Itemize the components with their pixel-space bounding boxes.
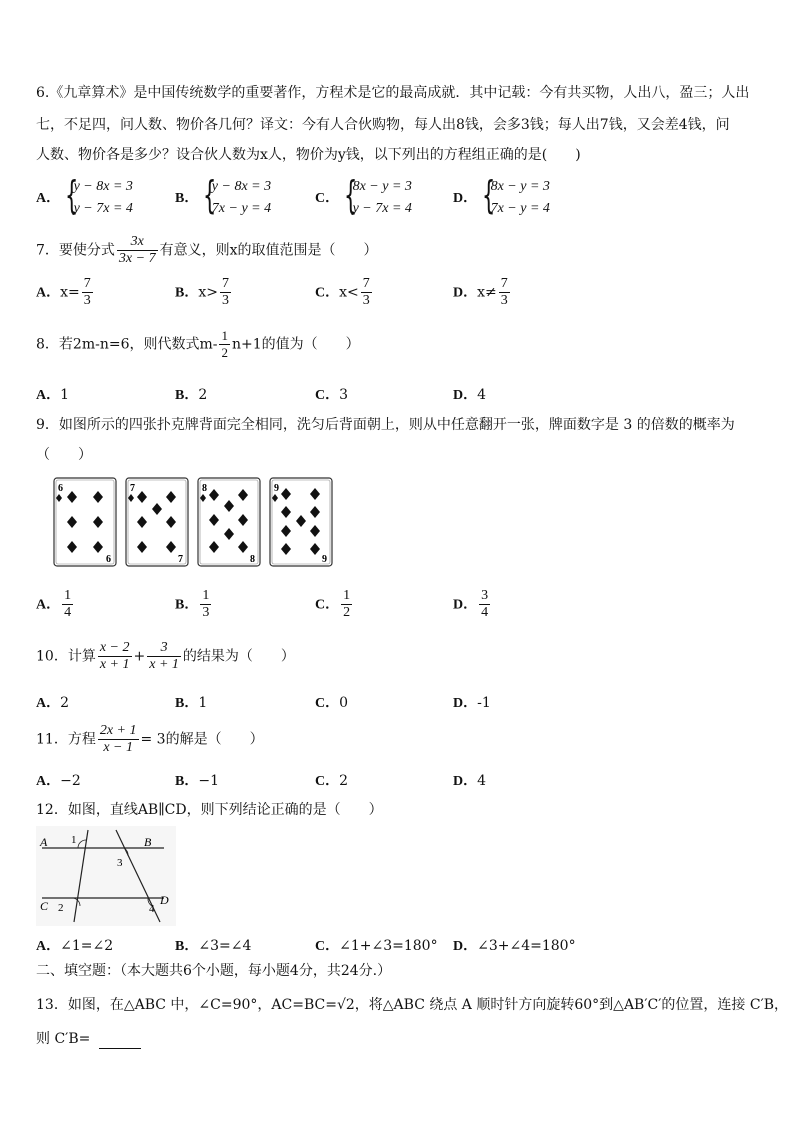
sqrt-two: √2 — [336, 997, 355, 1013]
angle-3-label: 3 — [117, 857, 123, 869]
q9-option-a[interactable] — [36, 588, 75, 621]
card-corner-label: 6 — [106, 554, 111, 565]
q12-option-c[interactable] — [315, 935, 438, 955]
option-text: ∠3=∠4 — [198, 938, 252, 954]
q8-option-c[interactable] — [315, 384, 348, 404]
equation: y − 8x = 3 — [211, 179, 272, 194]
numerator: 1 — [64, 588, 72, 603]
q12-option-a[interactable] — [36, 935, 113, 955]
q10-stem — [36, 640, 295, 673]
option-label: A． — [36, 774, 61, 789]
q8-option-b[interactable] — [175, 384, 207, 404]
option-label: A． — [36, 696, 61, 711]
q7-option-d[interactable] — [453, 276, 512, 309]
q9-line1: 9．如图所示的四张扑克牌背面完全相同，洗匀后背面朝上，则从中任意翻开一张，牌面数字是 3 的倍数的概率为 — [36, 417, 735, 433]
q9-line2: （ ） — [36, 447, 92, 463]
q8-stem — [36, 328, 360, 361]
card-7 — [126, 478, 188, 566]
option-text: 2 — [60, 695, 70, 711]
equation: y − 7x = 4 — [73, 201, 133, 216]
card-corner-label: 7 — [178, 554, 183, 565]
equation-system: { y − 8x = 3 7x − y = 4 — [203, 176, 271, 220]
equation: y − 8x = 3 — [73, 179, 133, 194]
q8-fraction — [219, 328, 230, 361]
option-label: D． — [453, 191, 478, 206]
q10-option-a[interactable] — [36, 692, 69, 712]
denominator: 3 — [221, 293, 229, 308]
q11-option-b[interactable] — [175, 770, 219, 790]
option-text: 2 — [339, 773, 349, 789]
option-text: x= — [60, 284, 80, 301]
card-6 — [54, 478, 116, 566]
numerator: 3 — [160, 640, 168, 655]
card-corner-label: 9 — [274, 483, 279, 494]
option-text: ∠1=∠2 — [60, 938, 114, 954]
q11-prefix: 11．方程 — [36, 731, 96, 748]
numerator: 7 — [362, 276, 370, 291]
denominator: 3 — [362, 293, 370, 308]
equals-three: = 3 — [140, 731, 166, 748]
answer-blank[interactable] — [99, 1034, 141, 1049]
option-fraction — [82, 276, 93, 309]
numerator: 1 — [202, 588, 210, 603]
option-text: 1 — [60, 387, 70, 403]
option-label: B． — [175, 939, 199, 954]
q7-stem — [36, 234, 378, 267]
option-text: x≠ — [477, 284, 497, 301]
option-text: ∠1+∠3=180° — [339, 938, 438, 954]
denominator: x − 1 — [98, 739, 139, 756]
numerator: 3 — [481, 588, 489, 603]
option-label: D． — [453, 774, 478, 789]
playing-cards-figure — [50, 474, 350, 578]
numerator: 7 — [83, 276, 91, 291]
option-label: B． — [175, 388, 199, 403]
option-text: 1 — [198, 695, 208, 711]
equation-system: { 8x − y = 3 y − 7x = 4 — [344, 176, 412, 220]
option-fraction — [220, 276, 231, 309]
denominator: 2 — [221, 345, 228, 360]
option-label: C． — [315, 388, 340, 403]
q9-option-b[interactable] — [175, 588, 213, 621]
angle-2-label: 2 — [58, 902, 64, 914]
numerator: 3x — [130, 234, 144, 249]
q8-suffix: n+1的值为（ ） — [231, 336, 360, 353]
plus-sign: + — [133, 648, 146, 665]
option-text: 4 — [477, 773, 487, 789]
q10-fraction-2 — [147, 640, 181, 673]
denominator: 3 — [83, 293, 91, 308]
q6-option-c[interactable] — [315, 173, 412, 220]
option-label: A． — [36, 939, 61, 954]
card-9 — [270, 478, 332, 566]
option-label: C． — [315, 285, 340, 301]
numerator: 1 — [221, 328, 228, 343]
denominator: x + 1 — [149, 657, 179, 672]
q7-fraction — [117, 234, 158, 267]
option-label: C． — [315, 191, 340, 206]
option-text: x< — [339, 284, 359, 301]
option-label: A． — [36, 388, 61, 403]
q10-option-d[interactable] — [453, 692, 491, 712]
option-text: ∠3+∠4=180° — [477, 938, 576, 954]
q7-suffix: 有意义，则x的取值范围是（ ） — [159, 242, 378, 259]
q13-line1 — [36, 995, 788, 1015]
q7-option-a[interactable] — [36, 276, 95, 309]
label-b: B — [144, 835, 152, 849]
angle-1-label: 1 — [71, 834, 77, 846]
equation: y − 7x = 4 — [352, 201, 412, 216]
option-text: −1 — [198, 773, 219, 789]
option-label: D． — [453, 939, 478, 954]
option-text: x> — [198, 284, 218, 301]
q12-option-b[interactable] — [175, 935, 251, 955]
q12-option-d[interactable] — [453, 935, 576, 955]
option-label: B． — [175, 696, 199, 711]
label-d: D — [160, 893, 169, 907]
card-corner-label: 9 — [322, 554, 327, 565]
q9-option-c[interactable] — [315, 588, 354, 621]
q8-option-d[interactable] — [453, 384, 486, 404]
q11-suffix: 的解是（ ） — [165, 731, 264, 748]
q7-option-b[interactable] — [175, 276, 233, 309]
option-label: B． — [175, 597, 199, 613]
option-fraction — [499, 276, 510, 309]
label-c: C — [40, 899, 49, 913]
option-label: B． — [175, 774, 199, 789]
option-text: −2 — [60, 773, 81, 789]
option-text: 3 — [339, 387, 349, 403]
option-label: B． — [175, 191, 199, 206]
equation: 8x − y = 3 — [490, 179, 550, 194]
option-label: D． — [453, 696, 478, 711]
denominator: x + 1 — [99, 657, 130, 672]
card-corner-label: 8 — [202, 483, 207, 494]
q6-line2: 七，不足四，问人数、物价各几何？译文：今有人合伙购物，每人出8钱，会多3钱；每人出7钱，又会差4钱，问 — [36, 117, 730, 133]
q7-prefix: 7．要使分式 — [36, 242, 115, 259]
option-fraction — [200, 588, 211, 621]
parallel-lines-figure — [36, 826, 176, 926]
option-label: C． — [315, 774, 340, 789]
option-fraction — [479, 588, 490, 621]
card-corner-label: 8 — [250, 554, 255, 565]
q10-prefix: 10．计算 — [36, 648, 96, 665]
option-label: C． — [315, 597, 340, 613]
denominator: 4 — [481, 605, 489, 620]
numerator: 2x + 1 — [99, 723, 137, 738]
q13-answer-prompt: 则 C′B= — [36, 1031, 95, 1047]
q6-option-b[interactable] — [175, 173, 272, 220]
q11-option-a[interactable] — [36, 770, 81, 790]
q10-option-c[interactable] — [315, 692, 348, 712]
denominator: 3x − 7 — [118, 251, 156, 266]
option-text: 4 — [477, 387, 487, 403]
q11-stem — [36, 723, 264, 756]
numerator: 1 — [343, 588, 351, 603]
q7-option-c[interactable] — [315, 276, 374, 309]
equation: 7x − y = 4 — [211, 201, 272, 216]
denominator: 3 — [202, 605, 210, 620]
card-8 — [198, 478, 260, 566]
option-text: 2 — [198, 387, 208, 403]
option-fraction — [361, 276, 372, 309]
numerator: x − 2 — [99, 640, 130, 655]
q8-option-a[interactable] — [36, 384, 69, 404]
q8-prefix: 8．若2m-n=6，则代数式m- — [36, 336, 218, 353]
option-label: A． — [36, 285, 61, 301]
option-label: B． — [175, 285, 199, 301]
option-label: C． — [315, 696, 340, 711]
section-heading-fill-in: 二、填空题：（本大题共6个小题，每小题4分，共24分.） — [36, 963, 392, 979]
q13-line2 — [36, 1029, 141, 1049]
q11-fraction — [98, 723, 139, 756]
option-text: -1 — [477, 695, 491, 711]
q6-option-a[interactable] — [36, 173, 133, 220]
card-corner-label: 7 — [130, 483, 135, 494]
q10-suffix: 的结果为（ ） — [182, 648, 295, 665]
q13-text-a: 13．如图，在△ABC 中，∠C=90°，AC=BC= — [36, 997, 337, 1013]
equation: 7x − y = 4 — [490, 201, 550, 216]
option-label: D． — [453, 597, 478, 613]
equation-system: { 8x − y = 3 7x − y = 4 — [482, 176, 550, 220]
q12-stem: 12．如图，直线AB∥CD，则下列结论正确的是（ ） — [36, 802, 383, 818]
q6-option-d[interactable] — [453, 173, 550, 220]
option-label: D． — [453, 285, 478, 301]
q6-line3: 人数、物价各是多少？设合伙人数为x人，物价为y钱，以下列出的方程组正确的是( ) — [36, 147, 581, 163]
equation: 8x − y = 3 — [352, 179, 412, 194]
q13-text-b: ，将△ABC 绕点 A 顺时针方向旋转60°到△AB′C′的位置，连接 C′B， — [354, 997, 789, 1013]
card-corner-label: 6 — [58, 483, 63, 494]
denominator: 2 — [343, 605, 351, 620]
denominator: 4 — [64, 605, 72, 620]
q11-option-c[interactable] — [315, 770, 348, 790]
equation-system: { y − 8x = 3 y − 7x = 4 — [65, 176, 133, 220]
option-fraction — [62, 588, 73, 621]
q9-option-d[interactable] — [453, 588, 492, 621]
q10-option-b[interactable] — [175, 692, 207, 712]
q10-fraction-1 — [98, 640, 132, 673]
option-text: 0 — [339, 695, 349, 711]
option-label: C． — [315, 939, 340, 954]
numerator: 7 — [221, 276, 229, 291]
option-label: D． — [453, 388, 478, 403]
option-label: A． — [36, 191, 61, 206]
denominator: 3 — [500, 293, 508, 308]
option-label: A． — [36, 597, 61, 613]
angle-4-label: 4 — [149, 903, 155, 915]
label-a: A — [40, 835, 48, 849]
q6-line1: 6.《九章算术》是中国传统数学的重要著作，方程术是它的最高成就．其中记载：今有共买物，人出八，盈三；人出 — [36, 85, 750, 101]
option-fraction — [341, 588, 352, 621]
q11-option-d[interactable] — [453, 770, 486, 790]
numerator: 7 — [500, 276, 508, 291]
